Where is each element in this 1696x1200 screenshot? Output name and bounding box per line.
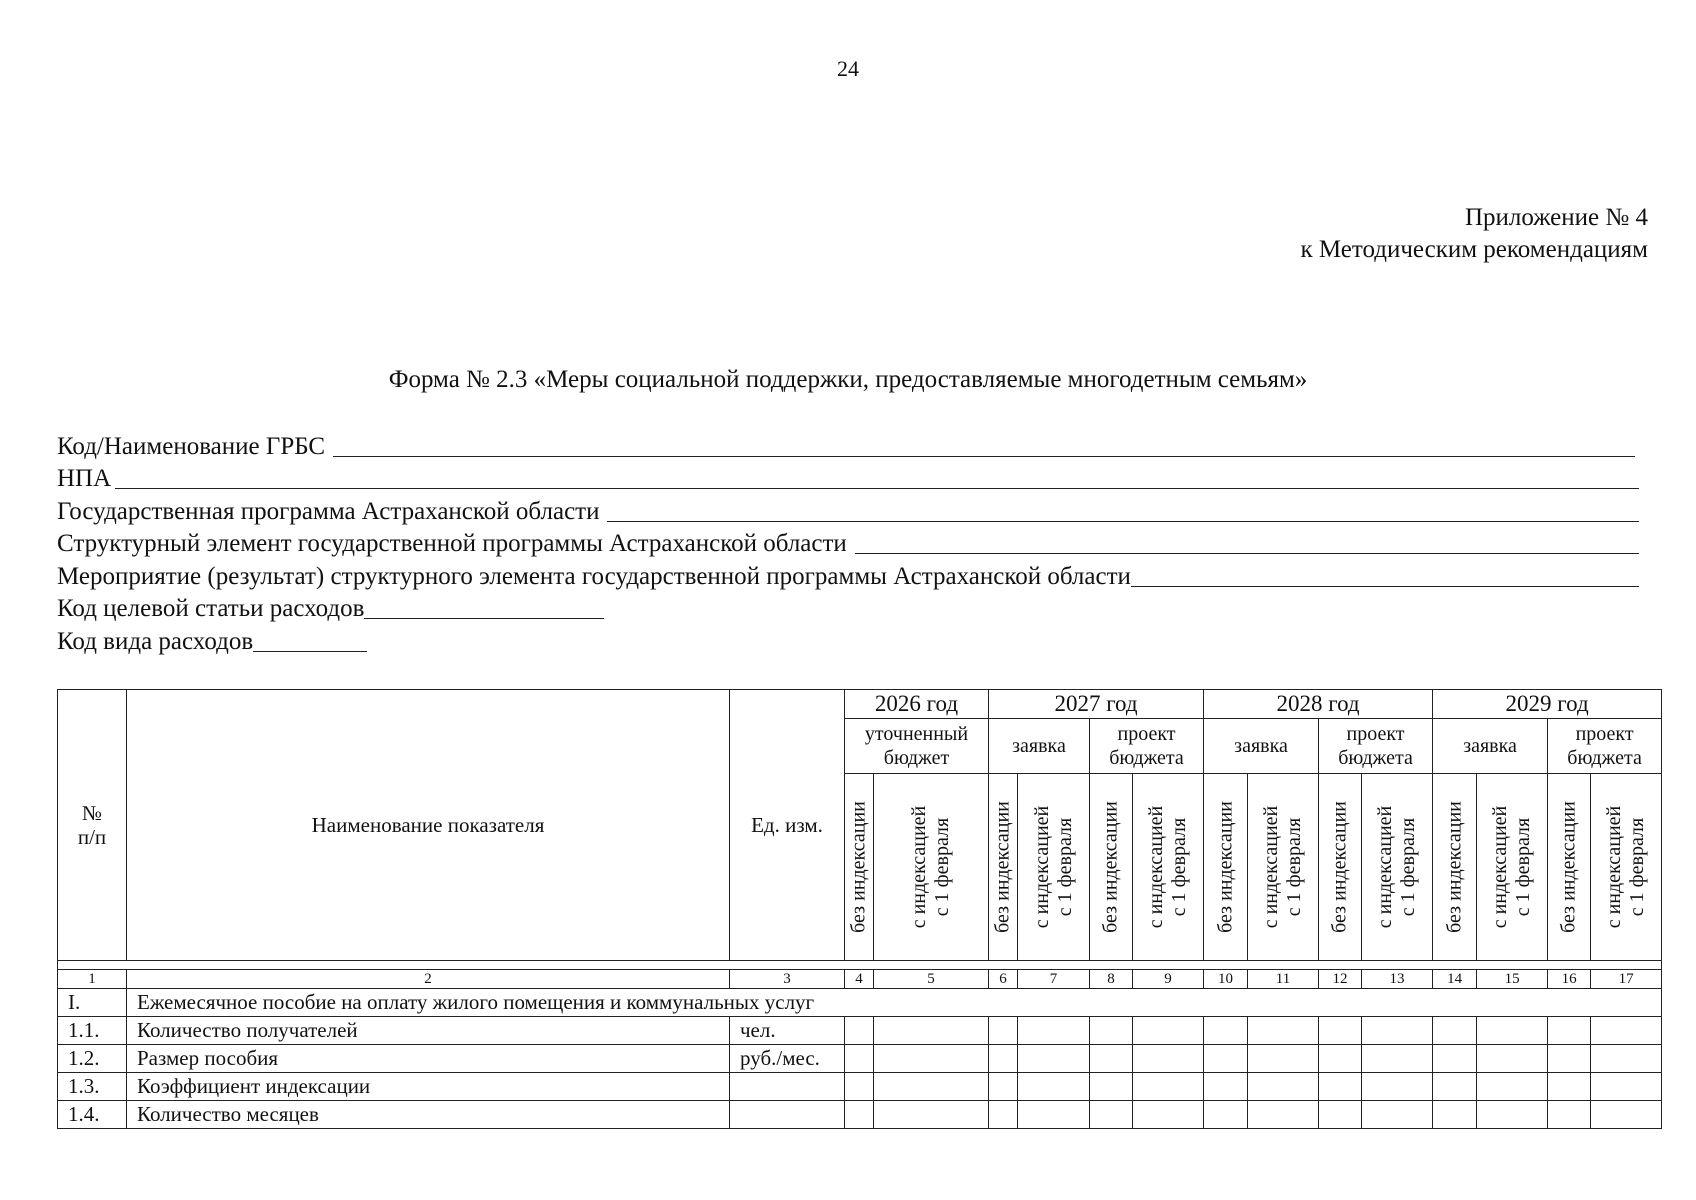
appendix-line-1: Приложение № 4: [1464, 204, 1648, 231]
section-row: [58, 989, 1662, 1017]
value-cell[interactable]: [1362, 1073, 1433, 1101]
column-number: 5: [874, 970, 989, 989]
header-year-2028: 2028 год: [1204, 690, 1433, 719]
row-indicator-name: Количество получателей: [127, 1017, 730, 1045]
header-col-name: Наименование показателя: [127, 690, 730, 961]
header-without-index: [1319, 774, 1362, 961]
value-cell[interactable]: [1477, 1101, 1548, 1129]
column-number: 12: [1319, 970, 1362, 989]
rotated-label-line: с индексацией: [908, 805, 930, 929]
rotated-label-line: с индексацией: [1030, 805, 1053, 929]
rotated-label-line: с 1 февраля: [1053, 817, 1076, 917]
row-indicator-name: Размер пособия: [127, 1045, 730, 1073]
column-number: 8: [1090, 970, 1133, 989]
field-input-line[interactable]: [364, 596, 604, 619]
header-col-no: № п/п: [58, 690, 127, 961]
field-input-line[interactable]: [855, 531, 1639, 554]
header-with-index: [1248, 774, 1319, 961]
value-cell[interactable]: [1433, 1073, 1477, 1101]
table-row: [58, 1101, 1662, 1129]
row-number: 1.4.: [58, 1101, 127, 1129]
field-input-line[interactable]: [115, 466, 1639, 489]
value-cell[interactable]: [874, 1045, 989, 1073]
row-unit: [730, 1101, 845, 1129]
column-number: 11: [1248, 970, 1319, 989]
field-input-line[interactable]: [333, 434, 1635, 457]
value-cell[interactable]: [1477, 1073, 1548, 1101]
value-cell[interactable]: [1319, 1017, 1362, 1045]
rotated-label-line: с 1 февраля: [1397, 817, 1420, 917]
header-project: проект бюджета: [1548, 719, 1662, 774]
value-cell[interactable]: [1591, 1073, 1662, 1101]
field-label: Структурный элемент государственной программы Астраханской области: [57, 530, 847, 557]
rotated-label-line: с индексацией: [1489, 805, 1512, 929]
rotated-label-line: с индексацией: [1374, 805, 1397, 929]
value-cell[interactable]: [1204, 1045, 1248, 1073]
rotated-label-line: с 1 февраля: [931, 817, 953, 917]
value-cell[interactable]: [1018, 1073, 1090, 1101]
value-cell[interactable]: [874, 1017, 989, 1045]
column-number: 13: [1362, 970, 1433, 989]
rotated-label-line: с индексацией: [1603, 805, 1626, 929]
value-cell[interactable]: [845, 1101, 874, 1129]
value-cell[interactable]: [1548, 1073, 1591, 1101]
value-cell[interactable]: [1591, 1017, 1662, 1045]
header-with-index: [1477, 774, 1548, 961]
rotated-label: [1374, 806, 1420, 929]
value-cell[interactable]: [1248, 1101, 1319, 1129]
value-cell[interactable]: [1362, 1045, 1433, 1073]
indicators-table: [57, 689, 1662, 1129]
header-with-index: [1362, 774, 1433, 961]
appendix-note: [1300, 202, 1648, 266]
field-label: Мероприятие (результат) структурного элемента государственной программы Астраханской области: [57, 562, 1131, 590]
rotated-label: [1603, 806, 1649, 929]
rotated-label-line: с индексацией: [1145, 805, 1168, 929]
header-without-index: [1548, 774, 1591, 961]
appendix-line-2: к Методическим рекомендациям: [1300, 236, 1648, 263]
value-cell[interactable]: [1591, 1045, 1662, 1073]
value-cell[interactable]: [1090, 1073, 1133, 1101]
header-with-index: [1133, 774, 1204, 961]
header-project: проект бюджета: [1319, 719, 1433, 774]
header-request: заявка: [1433, 719, 1548, 774]
section-title: Ежемесячное пособие на оплату жилого помещения и коммунальных услуг: [127, 989, 1662, 1017]
table-row: [58, 1017, 1662, 1045]
value-cell[interactable]: [989, 1045, 1018, 1073]
value-cell[interactable]: [1362, 1017, 1433, 1045]
value-cell[interactable]: [874, 1101, 989, 1129]
header-without-index: [1204, 774, 1248, 961]
row-number: 1.1.: [58, 1017, 127, 1045]
column-number: 14: [1433, 970, 1477, 989]
column-number: 2: [127, 970, 730, 989]
column-number: 4: [845, 970, 874, 989]
header-with-index: [1018, 774, 1090, 961]
value-cell[interactable]: [1433, 1045, 1477, 1073]
row-unit: чел.: [730, 1017, 845, 1045]
form-fields: [57, 428, 1647, 656]
value-cell[interactable]: [1548, 1017, 1591, 1045]
row-unit: руб./мес.: [730, 1045, 845, 1073]
rotated-label: [1031, 806, 1077, 929]
column-number: 15: [1477, 970, 1548, 989]
rotated-label-line: с 1 февраля: [1283, 817, 1306, 917]
rotated-label: без индексации: [1328, 801, 1351, 933]
value-cell[interactable]: [989, 1073, 1018, 1101]
column-numbers-row: [58, 970, 1662, 989]
value-cell[interactable]: [1204, 1101, 1248, 1129]
value-cell[interactable]: [1133, 1045, 1204, 1073]
field-grbs: [57, 428, 1647, 461]
value-cell[interactable]: [1248, 1017, 1319, 1045]
header-col-unit: Ед. изм.: [730, 690, 845, 961]
rotated-label: [1260, 806, 1306, 929]
field-label: Код вида расходов: [57, 627, 254, 655]
header-row-years: [58, 690, 1662, 719]
rotated-label: [1145, 806, 1191, 929]
rotated-label: без индексации: [847, 801, 870, 933]
value-cell[interactable]: [1433, 1101, 1477, 1129]
field-input-line[interactable]: [1131, 564, 1639, 587]
row-indicator-name: Коэффициент индексации: [127, 1073, 730, 1101]
field-input-line[interactable]: [253, 629, 367, 652]
value-cell[interactable]: [1133, 1017, 1204, 1045]
rotated-label: без индексации: [1557, 801, 1580, 933]
row-number: 1.3.: [58, 1073, 127, 1101]
header-without-index: [1090, 774, 1133, 961]
header-year-2029: 2029 год: [1433, 690, 1662, 719]
section-number: I.: [58, 989, 127, 1017]
header-gap: [58, 961, 1662, 970]
column-number: 9: [1133, 970, 1204, 989]
header-year-2026: 2026 год: [845, 690, 989, 719]
field-state-program: [57, 493, 1647, 526]
rotated-label: без индексации: [991, 801, 1014, 933]
field-npa: [57, 461, 1647, 494]
rotated-label-line: с индексацией: [1260, 805, 1283, 929]
value-cell[interactable]: [1018, 1045, 1090, 1073]
value-cell[interactable]: [1018, 1101, 1090, 1129]
field-structural-element: [57, 526, 1647, 559]
rotated-label: без индексации: [1099, 801, 1122, 933]
value-cell[interactable]: [1133, 1073, 1204, 1101]
rotated-label: [908, 806, 954, 929]
header-without-index: [1433, 774, 1477, 961]
field-expense-type-code: [57, 623, 1647, 656]
field-input-line[interactable]: [607, 499, 1639, 522]
column-number: 6: [989, 970, 1018, 989]
table-row: [58, 1073, 1662, 1101]
header-request: заявка: [1204, 719, 1319, 774]
value-cell[interactable]: [1090, 1101, 1133, 1129]
header-without-index: [845, 774, 874, 961]
value-cell[interactable]: [989, 1017, 1018, 1045]
value-cell[interactable]: [1477, 1045, 1548, 1073]
header-without-index: [989, 774, 1018, 961]
header-refined-budget: уточненный бюджет: [845, 719, 989, 774]
field-label: Код/Наименование ГРБС: [57, 432, 326, 460]
value-cell[interactable]: [1319, 1073, 1362, 1101]
field-measure: [57, 558, 1647, 591]
rotated-label-line: с 1 февраля: [1168, 817, 1191, 917]
value-cell[interactable]: [1591, 1101, 1662, 1129]
field-label: Государственная программа Астраханской области: [57, 497, 600, 525]
column-number: 10: [1204, 970, 1248, 989]
rotated-label-line: с 1 февраля: [1512, 817, 1535, 917]
column-number: 1: [58, 970, 127, 989]
rotated-label: [1489, 806, 1535, 929]
value-cell[interactable]: [1362, 1101, 1433, 1129]
row-number: 1.2.: [58, 1045, 127, 1073]
value-cell[interactable]: [1248, 1045, 1319, 1073]
header-project: проект бюджета: [1090, 719, 1204, 774]
value-cell[interactable]: [1204, 1017, 1248, 1045]
value-cell[interactable]: [1090, 1045, 1133, 1073]
header-request: заявка: [989, 719, 1090, 774]
value-cell[interactable]: [1433, 1017, 1477, 1045]
page-number: 24: [837, 56, 859, 81]
value-cell[interactable]: [845, 1017, 874, 1045]
value-cell[interactable]: [989, 1101, 1018, 1129]
column-number: 7: [1018, 970, 1090, 989]
column-number: 3: [730, 970, 845, 989]
row-indicator-name: Количество месяцев: [127, 1101, 730, 1129]
header-year-2027: 2027 год: [989, 690, 1204, 719]
value-cell[interactable]: [1018, 1017, 1090, 1045]
gap-cell: [58, 961, 1662, 970]
value-cell[interactable]: [1319, 1045, 1362, 1073]
value-cell[interactable]: [1090, 1017, 1133, 1045]
value-cell[interactable]: [1319, 1101, 1362, 1129]
row-unit: [730, 1073, 845, 1101]
form-title: Форма № 2.3 «Меры социальной поддержки, предоставляемые многодетным семьям»: [388, 366, 1308, 393]
rotated-label-line: с 1 февраля: [1626, 817, 1649, 917]
field-target-article-code: [57, 591, 1647, 624]
column-number: 17: [1591, 970, 1662, 989]
table-row: [58, 1045, 1662, 1073]
field-label: Код целевой статьи расходов: [57, 595, 365, 622]
value-cell[interactable]: [1204, 1073, 1248, 1101]
rotated-label: без индексации: [1443, 801, 1466, 933]
value-cell[interactable]: [874, 1073, 989, 1101]
value-cell[interactable]: [845, 1073, 874, 1101]
value-cell[interactable]: [1548, 1101, 1591, 1129]
field-label: НПА: [57, 465, 112, 492]
value-cell[interactable]: [1548, 1045, 1591, 1073]
value-cell[interactable]: [1133, 1101, 1204, 1129]
value-cell[interactable]: [845, 1045, 874, 1073]
value-cell[interactable]: [1477, 1017, 1548, 1045]
value-cell[interactable]: [1248, 1073, 1319, 1101]
rotated-label: без индексации: [1214, 801, 1237, 933]
column-number: 16: [1548, 970, 1591, 989]
header-with-index: [874, 774, 989, 961]
header-with-index: [1591, 774, 1662, 961]
